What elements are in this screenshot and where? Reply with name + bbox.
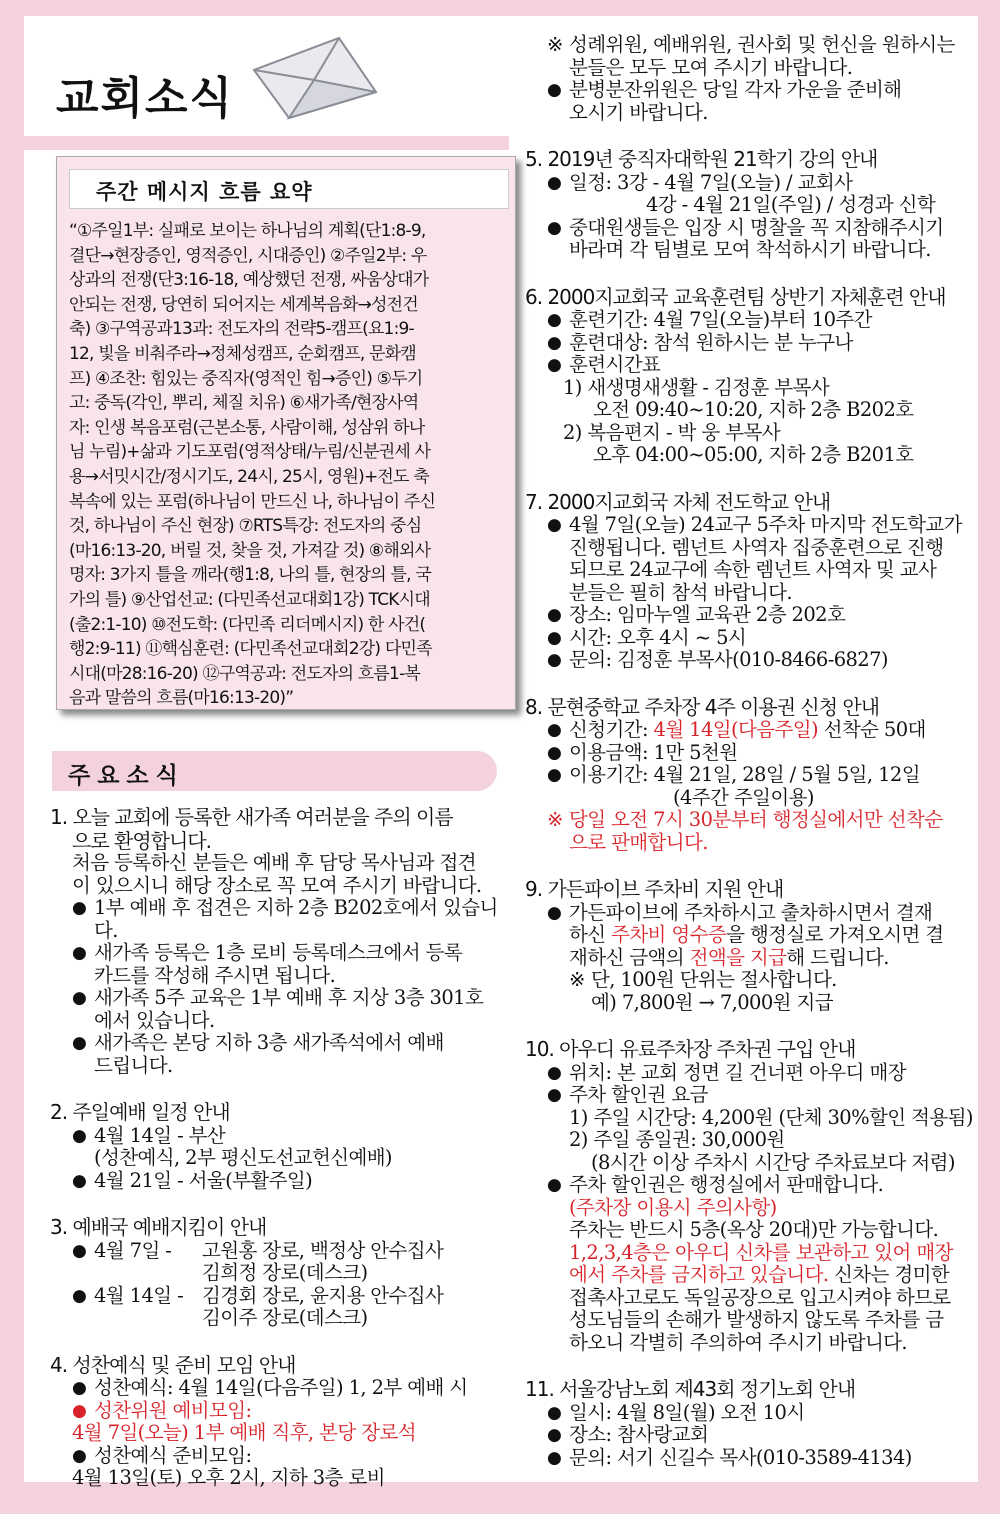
section-6-title: 6. 2000지교회국 교육훈련팀 상반기 자체훈련 안내 — [525, 284, 946, 309]
fee-item-cont: (8시간 이상 주차시 시간당 주차료보다 저렴) — [591, 1150, 955, 1174]
summary-line: 안되는 전쟁, 당연히 되어지는 세계복음화→성전건 — [69, 294, 418, 315]
list-item-cont — [547, 924, 975, 947]
list-item: ● 4월 21일 - 서울(부활주일) — [72, 1170, 515, 1193]
list-item-cont: 드립니다. — [94, 1053, 173, 1077]
highlight-text: 주차비 영수증 — [611, 923, 727, 946]
note: ※ 단, 100원 단위는 절사합니다. — [569, 969, 975, 992]
text: 재하신 금액의 — [569, 945, 690, 969]
list-item: ● 성찬위원 예비모임: — [72, 1400, 515, 1423]
list-item: ● 문의: 김정훈 부목사(010-8466-6827) — [547, 649, 975, 672]
fee-item: 1) 주일 시간당: 4,200원 (단체 30%할인 적용됨) — [569, 1105, 973, 1129]
summary-line: (마16:13-20, 버릴 것, 찾을 것, 가져갈 것) ⑧해외사 — [69, 540, 431, 561]
list-item: ● 위치: 본 교회 정면 길 건너편 아우디 매장 — [547, 1062, 975, 1085]
list-item-cont: (성찬예식, 2부 평신도선교헌신예배) — [94, 1146, 392, 1169]
section-8-title: 8. 문현중학교 주차장 4주 이용권 신청 안내 — [525, 694, 880, 719]
list-item-cont: 4월 13일(토) 오후 2시, 지하 3층 로비 — [72, 1466, 385, 1489]
left-column — [50, 806, 515, 1514]
caution-text: 하오니 각별히 주의하여 주시기 바랍니다. — [569, 1330, 908, 1354]
fee-item: 2) 주일 종일권: 30,000원 — [569, 1128, 785, 1151]
summary-line: 가의 틀) ⑨산업선교: (다민족선교대회1강) TCK시대 — [69, 589, 430, 610]
header — [24, 16, 509, 126]
date-label: 4월 7일 - — [94, 1238, 172, 1262]
list-item-cont: 되므로 24교구에 속한 렘넌트 사역자 및 교사 — [569, 558, 937, 581]
section-1-title: 1. 오늘 교회에 등록한 새가족 여러분을 주의 이름 — [50, 805, 453, 829]
list-item: ● 문의: 서기 신길수 목사(010-3589-4134) — [547, 1447, 975, 1470]
list-item-cont: 카드를 작성해 주시면 됩니다. — [94, 963, 336, 987]
names: 고원홍 장로, 백정상 안수집사 — [202, 1238, 444, 1262]
summary-line: 것, 하나님이 주신 현장) ⑦RTS특강: 전도자의 중심 — [69, 516, 422, 537]
list-item: ● 이용금액: 1만 5천원 — [547, 742, 975, 765]
section-11-title: 11. 서울강남노회 제43회 정기노회 안내 — [525, 1377, 856, 1401]
caution-text: 1,2,3,4층은 아우디 신차를 보관하고 있어 매장 — [569, 1240, 953, 1264]
left-pink-band — [24, 136, 509, 150]
summary-line: 상과의 전쟁(단3:16-18, 예상했던 전쟁, 싸움상대가 — [69, 270, 429, 291]
summary-line: 행2:9-11) ⑪핵심훈련: (다민족선교대회2강) 다민족 — [69, 639, 432, 660]
list-item: ● 4월 7일(오늘) 24교구 5주차 마지막 전도학교가 — [547, 514, 975, 537]
section-6 — [525, 286, 975, 467]
list-item: ● 분병분잔위원은 당일 각자 가운을 준비해 — [547, 79, 975, 102]
section-5 — [525, 148, 975, 262]
summary-line: 복속에 있는 포럼(하나님이 만드신 나, 하나님이 주신 — [69, 491, 436, 512]
section-5-title: 5. 2019년 중직자대학원 21학기 강의 안내 — [525, 147, 878, 171]
right-column — [525, 34, 975, 1493]
section-2 — [50, 1101, 515, 1192]
highlight-text: 전액을 지급 — [689, 945, 787, 969]
highlight-text: 에서 주차를 금지하고 있습니다. — [569, 1263, 829, 1286]
list-item: ● 가든파이브에 주차하시고 출차하시면서 결재 — [547, 902, 975, 925]
caution-title: (주차장 이용시 주의사항) — [569, 1195, 777, 1219]
highlight-text: 4월 14일(다음주일) — [653, 718, 818, 741]
text: 을 행정실로 가져오시면 결 — [726, 923, 944, 946]
caution-text — [569, 1264, 975, 1287]
list-item: ● 장소: 임마누엘 교육관 2층 202호 — [547, 604, 975, 627]
list-item: ● 새가족은 본당 지하 3층 새가족석에서 예배 — [72, 1032, 515, 1055]
list-item — [72, 1240, 515, 1263]
list-item: ● 일시: 4월 8일(월) 오전 10시 — [547, 1402, 975, 1425]
list-item: ● 이용기간: 4월 21일, 28일 / 5월 5일, 12일 — [547, 764, 975, 787]
summary-line: 님 누림)+삶과 기도포럼(영적상태/누림/신분권세 사 — [69, 442, 431, 463]
list-item: ● 훈련대상: 참석 원하시는 분 누구나 — [547, 332, 975, 355]
note-cont: 으로 판매합니다. — [569, 830, 708, 854]
date-label: 4월 14일 - — [94, 1283, 184, 1307]
list-item-cont: 분들은 필히 참석 바랍니다. — [569, 580, 793, 604]
summary-box — [56, 156, 516, 710]
summary-line: (출2:1-10) ⑩전도학: (다민족 리더메시지) 한 사건( — [69, 614, 426, 635]
section-10-title: 10. 아우디 유료주차장 주차권 구입 안내 — [525, 1037, 856, 1061]
summary-line: 12, 빛을 비춰주라→정체성캠프, 순회캠프, 문화캠 — [69, 343, 416, 364]
list-item: ● 훈련시간표 — [547, 354, 975, 377]
text: 신차는 경미한 — [828, 1263, 950, 1286]
caution-text: 주차는 반드시 5층(옥상 20대)만 가능합니다. — [569, 1218, 939, 1241]
note: ※ 당일 오전 7시 30분부터 행정실에서만 선착순 — [547, 809, 975, 832]
list-item: ● 주차 할인권은 행정실에서 판매합니다. — [547, 1174, 975, 1197]
section-1-text: 처음 등록하신 분들은 예배 후 담당 목사님과 접견 — [72, 851, 476, 874]
list-item: ● 1부 예배 후 접견은 지하 2층 B202호에서 있습니다. — [72, 897, 515, 942]
news-title: 주요소식 — [68, 763, 185, 789]
summary-title: 주간 메시지 흐름 요약 — [96, 180, 313, 204]
list-item: ● 주차 할인권 요금 — [547, 1084, 975, 1107]
list-item-cont: 바라며 각 팀별로 모여 착석하시기 바랍니다. — [569, 238, 931, 261]
note-cont: 분들은 모두 모여 주시기 바랍니다. — [569, 55, 853, 79]
list-item: ● 장소: 참사랑교회 — [547, 1424, 975, 1447]
summary-line: 자: 인생 복음포럼(근본소통, 사람이해, 성삼위 하나 — [69, 417, 425, 438]
list-item-cont: 4강 - 4월 21일(주일) / 성경과 신학 — [646, 193, 936, 216]
bulletin-page — [24, 16, 978, 1489]
section-1-title-cont: 으로 환영합니다. — [72, 828, 211, 853]
schedule-item-cont: 오후 04:00~05:00, 지하 2층 B201호 — [593, 443, 914, 466]
list-item: ● 4월 14일 - 부산 — [72, 1125, 515, 1148]
list-item: ● 일정: 3강 - 4월 7일(오늘) / 교회사 — [547, 172, 975, 195]
text: 하신 — [569, 923, 612, 946]
summary-line: “①주일1부: 실패로 보이는 하나님의 계획(단1:8-9, — [69, 221, 426, 241]
list-item: ● 성찬예식: 4월 14일(다음주일) 1, 2부 예배 시 — [72, 1377, 515, 1400]
list-item-cont: 에서 있습니다. — [94, 1008, 215, 1032]
section-8 — [525, 696, 975, 855]
section-4-cont — [525, 34, 975, 124]
section-4 — [50, 1354, 515, 1490]
list-item: ● 성찬예식 준비모임: — [72, 1445, 515, 1468]
list-item-cont: 진행됩니다. 렘넌트 사역자 집중훈련으로 진행 — [569, 535, 944, 559]
section-3 — [50, 1216, 515, 1330]
schedule-item: 1) 새생명새생활 - 김정훈 부목사 — [563, 375, 830, 399]
list-item: ● 훈련기간: 4월 7일(오늘)부터 10주간 — [547, 309, 975, 332]
section-11 — [525, 1378, 975, 1469]
list-item-cont: (4주간 주일이용) — [673, 785, 814, 809]
list-item: ● 새가족 등록은 1층 로비 등록데스크에서 등록 — [72, 942, 515, 965]
section-1-text: 이 있으시니 해당 장소로 꼭 모여 주시기 바랍니다. — [72, 873, 482, 897]
summary-line: 결단→현장증인, 영적증인, 시대증인) ②주일2부: 우 — [69, 245, 427, 266]
section-3-title: 3. 예배국 예배지킴이 안내 — [50, 1215, 267, 1239]
summary-line: 음과 말씀의 흐름(마16:13-20)” — [69, 688, 294, 709]
text: 선착순 50대 — [818, 718, 926, 741]
envelope-icon — [244, 30, 384, 120]
schedule-item-cont: 오전 09:40~10:20, 지하 2층 B202호 — [593, 398, 914, 421]
section-9-title: 9. 가든파이브 주차비 지원 안내 — [525, 877, 784, 901]
list-item: ● 시간: 오후 4시 ~ 5시 — [547, 627, 975, 650]
names-cont: 김이주 장로(데스크) — [202, 1306, 368, 1329]
summary-line: 시대(마28:16-20) ⑫구역공과: 전도자의 흐름1-복 — [69, 663, 421, 684]
section-10 — [525, 1038, 975, 1354]
summary-line: 프) ④조찬: 힘있는 중직자(영적인 힘→증인) ⑤두기 — [69, 368, 423, 389]
summary-title-bar — [69, 169, 509, 209]
section-9 — [525, 878, 975, 1014]
section-1 — [50, 806, 515, 1077]
note-cont: 예) 7,800원 → 7,000원 지급 — [591, 990, 833, 1014]
section-4-title: 4. 성찬예식 및 준비 모임 안내 — [50, 1352, 296, 1377]
text: 신청기간: — [569, 718, 654, 741]
news-title-bar — [52, 751, 497, 791]
caution-text: 접촉사고로도 독일공장으로 입고시켜야 하므로 — [569, 1285, 951, 1309]
names: 김경회 장로, 윤지용 안수집사 — [202, 1283, 444, 1307]
schedule-item: 2) 복음편지 - 박 웅 부목사 — [563, 420, 780, 444]
list-item: ● 중대원생들은 입장 시 명찰을 꼭 지참해주시기 — [547, 217, 975, 240]
summary-line: 고: 중독(각인, 뿌리, 체질 치유) ⑥새가족/현장사역 — [69, 393, 419, 414]
section-7-title: 7. 2000지교회국 자체 전도학교 안내 — [525, 489, 831, 514]
list-item-cont — [547, 947, 975, 970]
list-item — [72, 1285, 515, 1308]
list-item — [547, 719, 975, 742]
caution-text: 성도님들의 손해가 발생하지 않도록 주차를 금 — [569, 1308, 944, 1331]
note: ※ 성례위원, 예배위원, 권사회 및 헌신을 원하시는 — [547, 34, 975, 57]
summary-line: 명자: 3가지 틀을 깨라(행1:8, 나의 틀, 현장의 틀, 국 — [69, 565, 431, 586]
summary-line: 축) ③구역공과13과: 전도자의 전략5-캠프(요1:9- — [69, 319, 414, 340]
list-item: ● 새가족 5주 교육은 1부 예배 후 지상 3층 301호 — [72, 987, 515, 1010]
list-item-cont: 4월 7일(오늘) 1부 예배 직후, 본당 장로석 — [72, 1421, 416, 1444]
text: 해 드립니다. — [786, 945, 889, 969]
list-item-cont: 오시기 바랍니다. — [569, 100, 708, 124]
header-title: 교회소식 — [56, 73, 235, 124]
names-cont: 김희정 장로(데스크) — [202, 1261, 368, 1284]
section-2-title: 2. 주일예배 일정 안내 — [50, 1100, 230, 1124]
summary-line: 용→서밋시간/정시기도, 24시, 25시, 영원)+전도 축 — [69, 466, 429, 487]
section-7 — [525, 491, 975, 672]
summary-text — [69, 219, 509, 711]
